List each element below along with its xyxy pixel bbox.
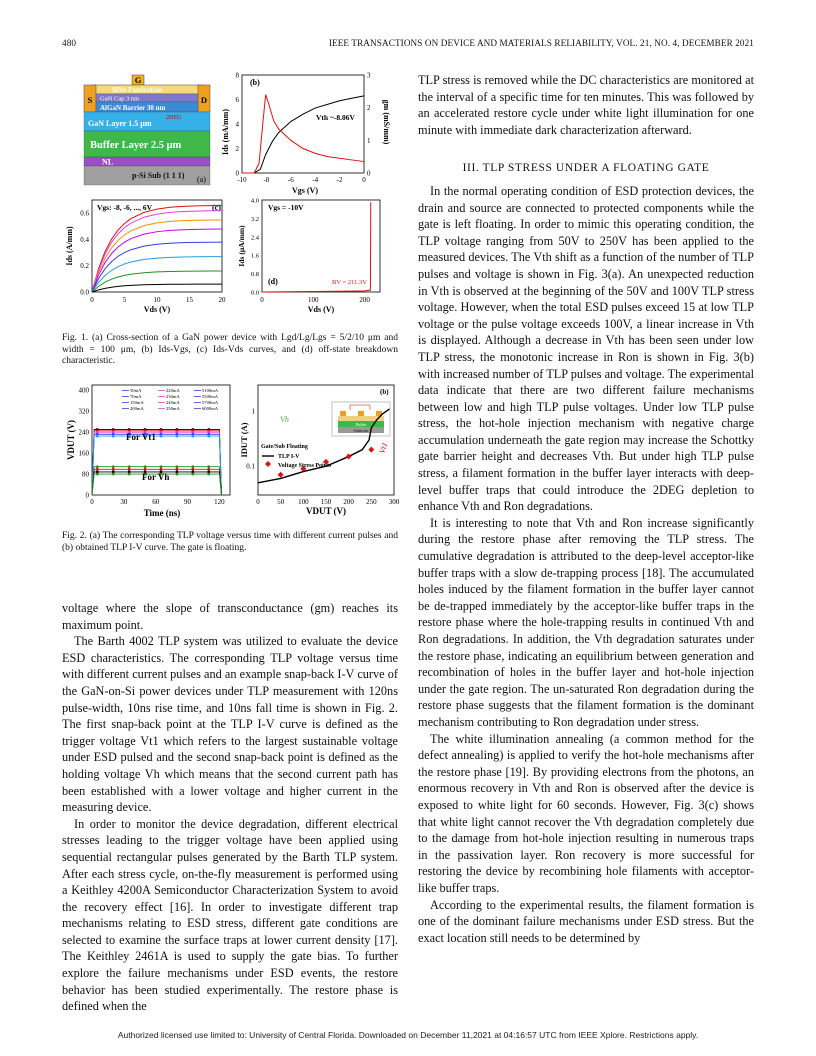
fig2a-pulse-marker: [160, 465, 163, 468]
fig2a-pulse-marker: [191, 465, 194, 468]
fig2b-panel-label: (b): [380, 388, 389, 396]
fig1b-xtick: -2: [336, 176, 343, 184]
figure-1: [62, 71, 398, 366]
fig2a-pulse-marker: [144, 468, 147, 471]
fig1c-xtick: 15: [186, 296, 193, 304]
fig2a-legend-entry: 50mA: [130, 388, 142, 393]
twodeg-label: 2DEG: [166, 115, 182, 121]
fig1c-ytick: 0.4: [80, 235, 89, 244]
fig1d-chart: [237, 198, 380, 315]
fig1b-ytick-left: 6: [235, 96, 239, 104]
fig2a-legend-entry: 5100mA: [202, 388, 219, 393]
fig1c-yticks: [80, 210, 89, 297]
fig1d-xtick: 100: [308, 296, 319, 304]
fig2a-legend-entry: 240mA: [166, 400, 180, 405]
fig1d-bv-annotation: BV = 211.3V: [332, 279, 367, 286]
fig1c-curve: [92, 271, 222, 292]
fig2a-legend-entry: 70mA: [130, 394, 142, 399]
figure-1-graphics: [62, 72, 398, 324]
fig2b-chart: [239, 385, 400, 516]
fig2a-pulse-marker: [128, 465, 131, 468]
fig1d-ytick: 0.8: [250, 271, 259, 279]
fig1b-frame: [242, 75, 364, 173]
journal-title: IEEE TRANSACTIONS ON DEVICE AND MATERIALS RELIABILITY, VOL. 21, NO. 4, DECEMBER 2021: [328, 38, 754, 48]
fig1d-xlabel: Vds (V): [307, 305, 335, 314]
fig1c-ylabel: Ids (A/mm): [65, 226, 74, 266]
fig2a-vh-label: For Vh: [142, 472, 170, 482]
fig1c-chart: [65, 200, 226, 314]
fig1d-xtick: 200: [359, 296, 370, 304]
fig2a-ytick: 0: [85, 491, 89, 500]
left-paragraph-3: In order to monitor the device degradation, different electrical stresses leading to the trigger voltage have been applied using sequential rectangular pulses generated by the Barth TLP system. After each stress cycle, on-the-fly measurement is performed using a Keithley 4200A Semiconductor Characterization System to avoid the recovery effect [16]. In order to investigate different trap mechanisms relating to ESD stress, different gate conditions are selected to examine the surface traps at lower current density [17]. The Keithley 2461A is used to supply the gate bias. To further explore the failure mechanisms under ESD events, the restore behavior has been studied experimentally. The restore phase is defined when the: [62, 816, 398, 1014]
fig2a-pulse-marker: [191, 468, 194, 471]
fig2a-pulse-marker: [96, 468, 99, 471]
fig1b-panel-label: (b): [250, 78, 260, 87]
fig1b-yticks-right: [367, 72, 371, 178]
fig2b-legend-title: Gate/Sub Floating: [261, 444, 308, 450]
fig1d-ylabel: Ids (μA/mm): [237, 225, 246, 267]
right-paragraph-1: In the normal operating condition of ESD protection devices, the drain and source are connected to protected components while the gate is left floating. In order to mimic this operating condition, the TLP voltage ranging from 50V to 250V has been applied to the measured devices. The Vth shift as a function of the number of TLP pulses and voltage is shown in Fig. 3(a). An unexpected reduction in Vth is observed at the beginning of the 50V and 100V TLP stress voltage. However, when the total ESD pulses exceed 15 at low TLP voltage or the pulse voltage exceeds 100V, a linear increase in Vth is displayed. Although a decrease in Vth has been seen under low TLP stress, the monotonic increase in Ron is shown in Fig. 3(b) with increased number of TLP pulses and voltage. The experimental data indicate that there are two different failure mechanisms between low and high TLP pulse voltages. Under low TLP pulse stress, the hot-hole injection mechanism with negative charge accumulation underneath the gate region may increase the Schottky gate barrier height and decreases Vth. But under high TLP pulse stress, a filament formation in the buffer layer interacts with deep-level buffer traps that could introduce the 2DEG depletion to enhance Vth and Ron degradations.: [418, 183, 754, 514]
fig1b-ytick-right: 0: [367, 169, 371, 178]
fig2a-pulse-marker: [176, 465, 179, 468]
fig2b-inset-device: [332, 402, 390, 436]
fig2a-legend-entry: 220mA: [166, 388, 180, 393]
fig1b-ids-curve: [242, 96, 364, 173]
fig1c-ytick: 0.2: [80, 262, 89, 271]
fig2a-pulse-lines: [92, 428, 222, 495]
right-paragraph-2: It is interesting to note that Vth and Ron increase significantly during the restore phase after removing the TLP stress. The cumulative degradation is attributed to the deep-level acceptor-like buffer traps with a slow de-trapping process [18]. The accumulated holes induced by the filament formation in the buffer layer cannot be de-trapped immediately by the acceptor-like buffer traps in the restore phase where the hole-trapping results in continued Vth and Ron degradations. In addition, the Vth degradation saturates under the restore phase, indicating an equilibrium between generation and recombination of holes in the buffer layer and hot-hole injection under the gate region. The un-saturated Ron degradation during the restore phase suggests that the filament formation is the dominant mechanism contributing to Ron degradation under stress.: [418, 515, 754, 729]
fig2a-ylabel: VDUT (V): [66, 419, 76, 461]
fig2a-xtick: 120: [214, 498, 225, 506]
fig1b-ylabel-left: Ids (mA/mm): [221, 109, 230, 155]
fig1c-panel-label: (c): [212, 203, 221, 212]
fig1c-xtick: 20: [218, 296, 226, 304]
fig1c-curves: [92, 205, 222, 292]
fig2b-stress-point: [278, 472, 284, 478]
fig2a-xtick: 0: [90, 498, 94, 506]
fig1d-xticks: [260, 296, 370, 304]
fig2b-legend-points-label: Voltage Stress Points: [278, 463, 332, 469]
drain-label: D: [200, 95, 208, 105]
fig1d-ytick: 1.6: [250, 252, 259, 260]
section-heading: III. TLP STRESS UNDER A FLOATING GATE: [462, 162, 710, 175]
fig2a-vt1-label: For Vt1: [126, 432, 156, 442]
fig2a-pulse-line: [92, 432, 222, 495]
fig2a-pulse-marker: [96, 473, 99, 476]
figure-2-caption: Fig. 2. (a) The corresponding TLP voltage versus time with different current pulses and (b) obtained TLP I-V curve. The gate is floating.: [62, 531, 398, 553]
fig2a-ytick: 320: [78, 407, 89, 416]
figure-2: [62, 380, 398, 560]
fig2b-vt1-label: Vt1: [377, 441, 390, 455]
fig2a-legend: [122, 388, 219, 411]
fig1c-xticks: [90, 296, 226, 304]
fig2a-pulse-marker: [191, 473, 194, 476]
fig2a-xticks: [90, 498, 225, 506]
page-header: [62, 38, 754, 52]
fig1b-chart: [221, 72, 391, 196]
fig2a-pulse-marker: [207, 468, 210, 471]
fig2b-xtick: 50: [277, 498, 285, 506]
fig1c-xtick: 10: [153, 296, 161, 304]
fig2a-xtick: 30: [120, 498, 128, 506]
fig1b-gm-curve: [242, 95, 364, 173]
fig1b-ytick-left: 2: [235, 145, 239, 153]
fig1b-ytick-left: 0: [235, 169, 239, 178]
source-label: S: [87, 95, 93, 105]
fig2a-pulse-marker: [176, 468, 179, 471]
fig1b-yticks-left: [236, 72, 240, 178]
fig1b-ytick-right: 3: [367, 71, 371, 80]
fig2a-legend-entry: 150mA: [130, 400, 144, 405]
legend-diamond-swatch: [265, 461, 271, 467]
fig2a-pulse-marker: [96, 435, 99, 438]
fig1d-ytick: 3.2: [250, 215, 259, 223]
fig2a-pulse-marker: [207, 465, 210, 468]
fig1b-vth-annotation: Vth ~-8.06V: [316, 113, 355, 122]
fig2b-xlabel: VDUT (V): [305, 506, 347, 516]
fig2a-pulse-line: [92, 436, 222, 495]
fig2b-ylabel: IDUT (A): [239, 422, 249, 458]
fig1c-xtick: 0: [90, 296, 94, 304]
fig2a-pulse-marker: [160, 468, 163, 471]
figure-2-graphics: [62, 380, 398, 520]
fig1a-cross-section: [84, 75, 210, 185]
fig2a-chart: [66, 385, 230, 518]
fig1c-xlabel: Vds (V): [143, 305, 171, 314]
left-paragraph-1: voltage where the slope of transconductance (gm) reaches its maximum point.: [62, 601, 398, 632]
fig2b-legend-line-label: TLP I-V: [278, 454, 300, 460]
fig2a-legend-entry: 230mA: [166, 394, 180, 399]
fig2b-ytick: 0.1: [246, 462, 255, 471]
right-paragraph-4: According to the experimental results, the filament formation is one of the dominant failure mechanisms under ESD stress. But the exact location still needs to be determined by: [418, 897, 754, 945]
fig2a-pulse-marker: [144, 465, 147, 468]
fig2a-pulse-marker: [207, 473, 210, 476]
fig1d-ytick: 0.0: [250, 289, 259, 297]
fig2a-pulse-marker: [112, 465, 115, 468]
barrier-label: AlGaN Barrier 30 nm: [100, 104, 166, 112]
fig1b-xtick: -8: [263, 176, 270, 184]
fig2a-pulse-marker: [176, 435, 179, 438]
fig1c-xtick: 5: [122, 296, 127, 304]
fig2a-pulse-marker: [112, 435, 115, 438]
left-paragraph-2: The Barth 4002 TLP system was utilized to evaluate the device ESD characteristics. The corresponding TLP voltage versus time with different current pulses and an example snap-back I-V curve of the GaN-on-Si power devices under TLP measurement with 120ns pulse-width, 10ns rise time, and 10ns fall time is shown in Fig. 2. The first snap-back point at the TLP I-V curve is defined as the trigger voltage Vt1 which refers to the largest sustainable voltage under ESD pulsed and the second snap-back point is defined as the holding voltage Vh which means that the second current path has been established with a lower voltage and higher current in the measuring device.: [62, 634, 398, 815]
fig2b-ytick: 1: [251, 407, 255, 416]
fig2a-legend-entry: 250mA: [166, 406, 180, 411]
left-column-text: [62, 600, 398, 1015]
fig2a-pulse-marker: [207, 435, 210, 438]
fig2a-xtick: 60: [152, 498, 160, 506]
fig2a-pulse-marker: [128, 468, 131, 471]
fig1d-ytick: 2.4: [250, 234, 259, 242]
fig1d-vgs-annotation: Vgs = -10V: [268, 203, 304, 212]
fig2a-pulse-marker: [96, 465, 99, 468]
fig1b-ytick-right: 2: [367, 104, 371, 113]
fig1b-ytick-right: 1: [367, 136, 371, 145]
fig2a-ytick: 80: [82, 470, 89, 479]
fig1c-annotation: Vgs: -8, -6, ..., 6V: [97, 203, 152, 212]
fig2a-ytick: 240: [78, 428, 89, 437]
right-paragraph-0: TLP stress is removed while the DC characteristics are monitored at the interval of a specific time for ten minutes. This was followed by an accelerated restore cycle under white light illumination for one minute with immediate dark characterization afterward.: [418, 73, 754, 137]
buffer-layer-label: Buffer Layer 2.5 μm: [90, 140, 182, 151]
nucleation-label: NL: [102, 157, 114, 167]
fig2a-pulse-line: [92, 434, 222, 495]
fig2b-xtick: 150: [320, 498, 332, 506]
passivation-label: SiNx Passivation: [112, 86, 162, 94]
fig1d-ytick: 4.0: [250, 197, 259, 205]
fig1c-ytick: 0.6: [80, 209, 89, 218]
fig1d-xtick: 0: [260, 296, 264, 304]
fig1d-yticks: [251, 198, 260, 297]
fig2a-xtick: 90: [184, 498, 192, 506]
fig1b-xtick: 0: [362, 176, 366, 184]
fig2a-yticks: [79, 387, 90, 500]
gate-label: G: [134, 75, 142, 85]
fig2b-vh-label: Vh: [280, 415, 289, 424]
fig2a-ytick: 400: [78, 386, 89, 395]
fig2a-legend-entry: 200mA: [130, 406, 144, 411]
fig2a-pulse-marker: [191, 435, 194, 438]
fig2a-legend-entry: 5500mA: [202, 394, 219, 399]
fig2b-xticks: [256, 498, 400, 506]
fig1c-curve: [92, 220, 222, 292]
figure-1-caption: Fig. 1. (a) Cross-section of a GaN power device with Lgd/Lg/Lgs = 5/2/10 μm and width = 100 μm, (b) Ids-Vgs, (c) Ids-Vds curves, and (d) off-state breakdown characteristic.: [62, 333, 398, 366]
fig1b-xtick: -10: [237, 176, 247, 184]
page-number: 480: [62, 38, 77, 48]
fig2a-pulse-line: [92, 430, 222, 495]
fig1b-xtick: -6: [287, 176, 294, 184]
inset-substrate-label: Substrate: [353, 428, 369, 433]
fig2a-ytick: 160: [78, 449, 89, 458]
inset-buffer-label: Buffer: [355, 422, 367, 427]
gan-layer-label: GaN Layer 1.5 μm: [88, 119, 152, 128]
fig2b-stress-point: [346, 454, 352, 460]
fig1b-xticks: [237, 176, 366, 184]
fig1b-ytick-left: 4: [235, 120, 239, 129]
fig1a-panel-label: (a): [197, 175, 206, 184]
fig1c-ytick: 0.0: [80, 288, 89, 297]
fig2b-xtick: 300: [388, 498, 400, 506]
fig1b-xtick: -4: [312, 176, 319, 184]
fig1c-curve: [92, 284, 222, 292]
fig2a-pulse-marker: [112, 473, 115, 476]
fig2b-legend: [261, 444, 332, 469]
fig2a-pulse-marker: [128, 473, 131, 476]
footer-license: Authorized licensed use limited to: University of Central Florida. Downloaded on December 11,2021 at 04:16:57 UTC from IEEE Xplore. Restrictions apply.: [117, 1030, 699, 1040]
fig1b-xlabel: Vgs (V): [292, 186, 318, 195]
substrate-label: p-Si Sub (1 1 1): [132, 171, 185, 180]
fig2b-xtick: 0: [256, 498, 260, 506]
fig2a-legend-entry: 5700mA: [202, 400, 219, 405]
fig2b-xtick: 200: [343, 498, 354, 506]
cap-label: GaN Cap 3 nm: [100, 95, 140, 103]
fig1b-ytick-left: 8: [235, 71, 239, 80]
fig2a-pulse-marker: [160, 435, 163, 438]
fig2a-legend-entry: 6000mA: [202, 406, 219, 411]
fig2a-xlabel: Time (ns): [143, 508, 181, 518]
fig2a-pulse-marker: [112, 468, 115, 471]
fig2b-stress-point: [368, 447, 374, 453]
fig2a-pulse-marker: [176, 473, 179, 476]
fig2b-xtick: 100: [298, 498, 309, 506]
right-column-text: [418, 72, 754, 946]
fig2a-pulse-line: [92, 431, 222, 495]
right-paragraph-3: The white illumination annealing (a common method for the defect annealing) is applied to verify the hot-hole mechanisms after the restore phase [19]. By providing electrons from the photons, an enormous recovery in Vth and Ron is observed after the device is exposed to white light for 60 seconds. However, Fig. 3(c) shows that white light cannot recover the Vth degradation completely due to the damage from hot-hole injection resulting in numerous traps in the passivation layer. Ron recovery is more successful for restoring the device by recombining hole filaments with acceptor-like buffer traps.: [418, 731, 754, 895]
fig1d-panel-label: (d): [268, 277, 278, 286]
fig2b-xtick: 250: [366, 498, 377, 506]
fig1b-ylabel-right: gm (mS/mm): [382, 99, 391, 145]
